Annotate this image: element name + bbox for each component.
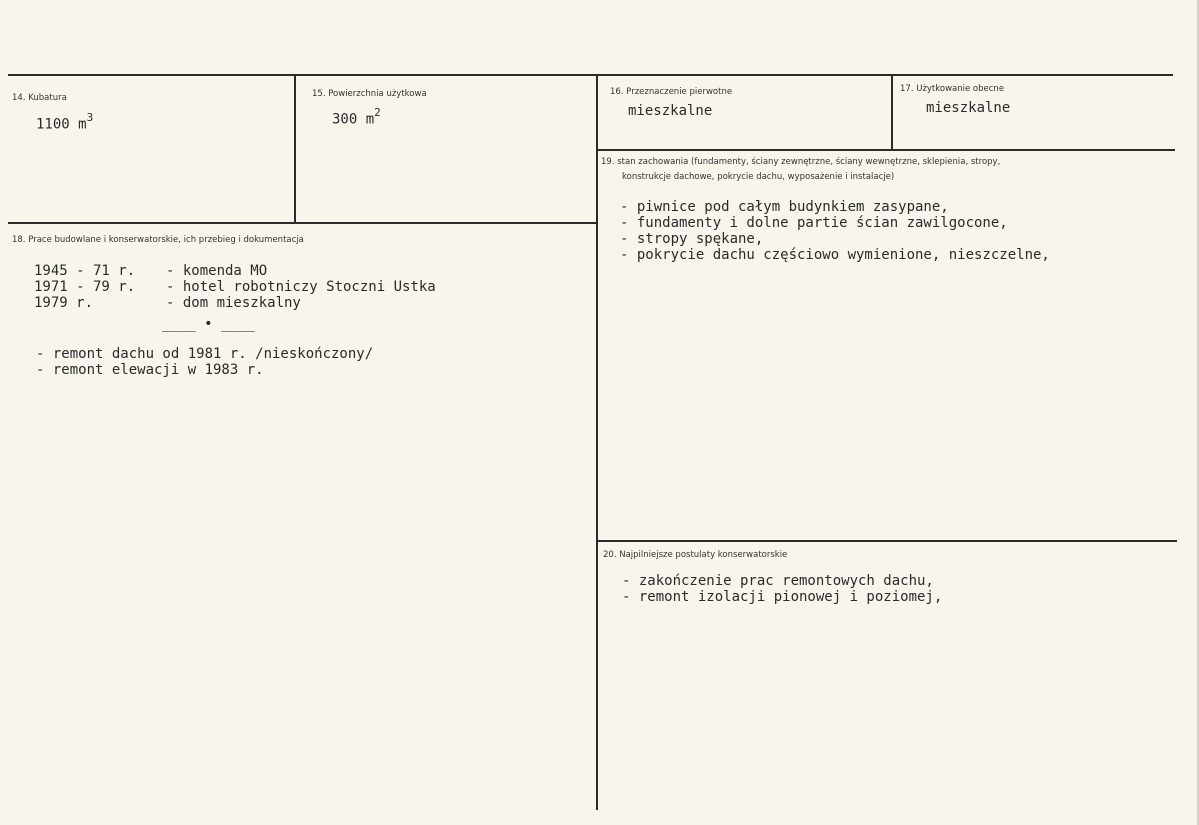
- field19-label-line2: konstrukcje dachowe, pokrycie dachu, wyposażenie i instalacje): [622, 172, 895, 182]
- works-item: - remont dachu od 1981 r. /nieskończony/: [36, 346, 374, 362]
- field20-label: 20. Najpilniejsze postulaty konserwatorskie: [603, 550, 788, 560]
- condition-item: - pokrycie dachu częściowo wymienione, nieszczelne,: [620, 247, 1050, 263]
- field14-number: 1100 m: [36, 116, 87, 133]
- rule-above-20: [596, 540, 1177, 542]
- field14-label: 14. Kubatura: [12, 93, 67, 103]
- history-period: 1971 - 79 r.: [34, 279, 136, 295]
- field14-exponent: 3: [86, 111, 94, 124]
- field17-value: mieszkalne: [926, 100, 1011, 116]
- field17-label: 17. Użytkowanie obecne: [900, 84, 1005, 94]
- history-period: 1979 r.: [34, 295, 94, 311]
- postulate-item: - zakończenie prac remontowych dachu,: [622, 573, 934, 589]
- postulate-item: - remont izolacji pionowej i poziomej,: [622, 589, 943, 605]
- field18-label: 18. Prace budowlane i konserwatorskie, ich przebieg i dokumentacja: [12, 235, 304, 245]
- works-item: - remont elewacji w 1983 r.: [36, 362, 264, 378]
- history-use: - hotel robotniczy Stoczni Ustka: [166, 279, 436, 295]
- field16-label: 16. Przeznaczenie pierwotne: [610, 87, 733, 97]
- field15-exponent: 2: [374, 106, 381, 119]
- field15-value: [332, 107, 381, 128]
- history-use: - dom mieszkalny: [166, 295, 301, 311]
- section-separator: ____ • ____: [162, 316, 255, 332]
- field19-label-line1: 19. stan zachowania (fundamenty, ściany zewnętrzne, ściany wewnętrzne, sklepienia, stropy,: [601, 157, 1001, 167]
- history-period: 1945 - 71 r.: [34, 263, 136, 279]
- condition-item: - fundamenty i dolne partie ścian zawilgocone,: [620, 215, 1008, 231]
- rule-under-14-15: [8, 222, 596, 224]
- field15-label: 15. Powierzchnia użytkowa: [312, 89, 427, 99]
- center-divider: [596, 76, 598, 810]
- top-rule: [8, 74, 1173, 76]
- divider-16-17: [891, 76, 893, 149]
- rule-under-16-17: [596, 149, 1175, 151]
- field15-number: 300 m: [332, 111, 375, 128]
- field14-value: [36, 112, 93, 133]
- divider-14-15: [294, 76, 296, 224]
- condition-item: - piwnice pod całym budynkiem zasypane,: [620, 199, 949, 215]
- history-use: - komenda MO: [166, 263, 268, 279]
- field16-value: mieszkalne: [628, 103, 713, 119]
- condition-item: - stropy spękane,: [620, 231, 764, 247]
